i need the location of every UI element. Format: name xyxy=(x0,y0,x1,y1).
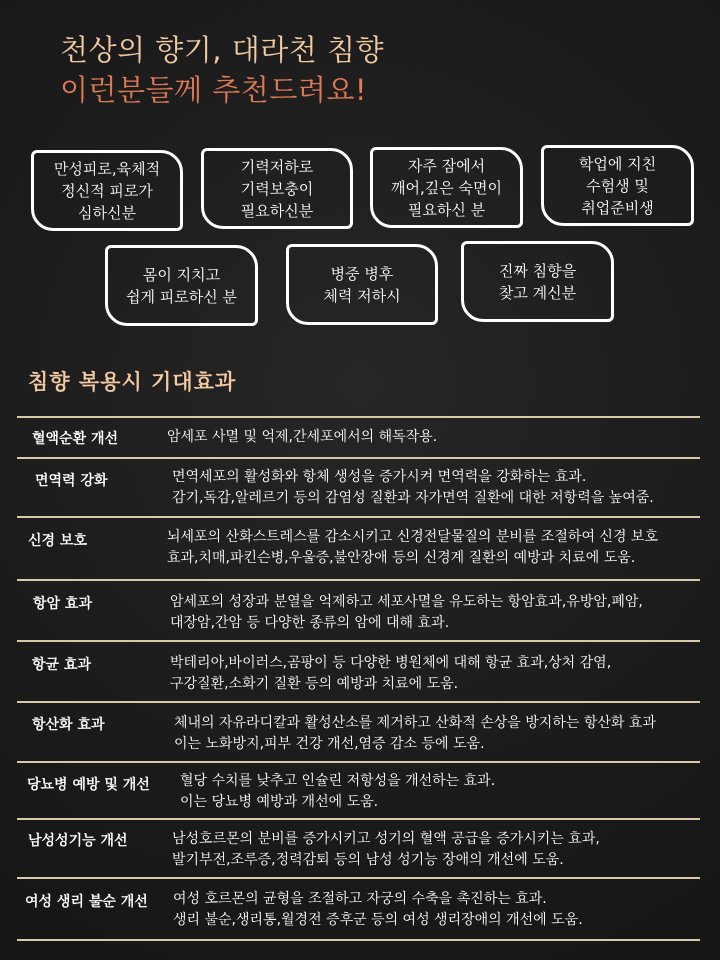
effect-label-immunity: 면역력 강화 xyxy=(35,473,108,489)
recommend-box-sleep: 자주 잠에서 깨어,깊은 숙면이 필요하신 분 xyxy=(370,147,523,228)
divider xyxy=(17,877,700,879)
divider xyxy=(17,818,700,820)
effect-desc-immunity: 면역세포의 활성화와 항체 생성을 증가시켜 면역력을 강화하는 효과. 감기,독감,알레르기 등의 감염성 질환과 자가면역 질환에 대한 저항력을 높여줌. xyxy=(172,469,654,506)
effect-label-nerve: 신경 보호 xyxy=(28,533,87,549)
divider xyxy=(17,516,700,518)
divider xyxy=(17,579,700,581)
divider xyxy=(17,761,700,763)
effect-label-male-function: 남성성기능 개선 xyxy=(28,833,128,849)
effect-label-diabetes: 당뇨병 예방 및 개선 xyxy=(27,777,150,793)
divider xyxy=(17,416,700,418)
recommend-box-easily-tired: 몸이 지치고 쉽게 피로하신 분 xyxy=(105,245,258,326)
effect-label-female-cycle: 여성 생리 불순 개선 xyxy=(25,894,148,910)
recommend-box-chronic-fatigue: 만성피로,육체적 정신적 피로가 심하신분 xyxy=(31,150,183,231)
effect-desc-nerve: 뇌세포의 산화스트레스를 감소시키고 신경전달물질의 분비를 조절하여 신경 보호 효과,치매,파킨슨병,우울증,불안장애 등의 신경계 질환의 예방과 치료에 도움. xyxy=(167,529,658,566)
heading-line-1: 천상의 향기, 대라천 침향 xyxy=(60,33,385,67)
effect-desc-diabetes: 혈당 수치를 낮추고 인슐린 저항성을 개선하는 효과. 이는 당뇨병 예방과 개선에 도움. xyxy=(180,773,496,810)
recommend-box-genuine: 진짜 침향을 찾고 계신분 xyxy=(461,241,614,322)
recommend-box-recovery: 병중 병후 체력 저하시 xyxy=(286,244,438,325)
effect-desc-antioxidant: 체내의 자유라디칼과 활성산소를 제거하고 산화적 손상을 방지하는 항산화 효과 이는 노화방지,피부 건강 개선,염증 감소 등에 도움. xyxy=(174,715,656,752)
effect-label-circulation: 혈액순환 개선 xyxy=(32,431,119,447)
divider xyxy=(17,939,700,941)
divider xyxy=(17,457,700,459)
divider xyxy=(17,640,700,642)
recommend-box-low-energy: 기력저하로 기력보충이 필요하신분 xyxy=(201,148,353,229)
effect-label-antioxidant: 항산화 효과 xyxy=(32,717,105,733)
recommend-box-students: 학업에 지친 수험생 및 취업준비생 xyxy=(541,145,694,226)
effect-label-antibacterial: 항균 효과 xyxy=(32,657,91,673)
effects-title: 침향 복용시 기대효과 xyxy=(28,370,237,394)
page-heading xyxy=(60,30,384,110)
heading-line-2: 이런분들께 추천드려요! xyxy=(60,73,367,107)
effect-desc-circulation: 암세포 사멸 및 억제,간세포에서의 해독작용. xyxy=(167,429,438,445)
effect-label-anticancer: 항암 효과 xyxy=(33,596,92,612)
divider xyxy=(17,701,700,703)
effect-desc-anticancer: 암세포의 성장과 분열을 억제하고 세포사멸을 유도하는 항암효과,유방암,폐암, 대장암,간암 등 다양한 종류의 암에 대해 효과. xyxy=(170,594,643,631)
effect-desc-male-function: 남성호르몬의 분비를 증가시키고 성기의 혈액 공급을 증가시키는 효과, 발기부전,조루증,정력감퇴 등의 남성 성기능 장애의 개선에 도움. xyxy=(172,831,600,868)
effect-desc-female-cycle: 여성 호르몬의 균형을 조절하고 자궁의 수축을 촉진하는 효과. 생리 불순,생리통,월경전 증후군 등의 여성 생리장애의 개선에 도움. xyxy=(173,891,583,928)
effect-desc-antibacterial: 박테리아,바이러스,곰팡이 등 다양한 병원체에 대해 항균 효과,상처 감염, 구강질환,소화기 질환 등의 예방과 치료에 도움. xyxy=(170,655,612,692)
